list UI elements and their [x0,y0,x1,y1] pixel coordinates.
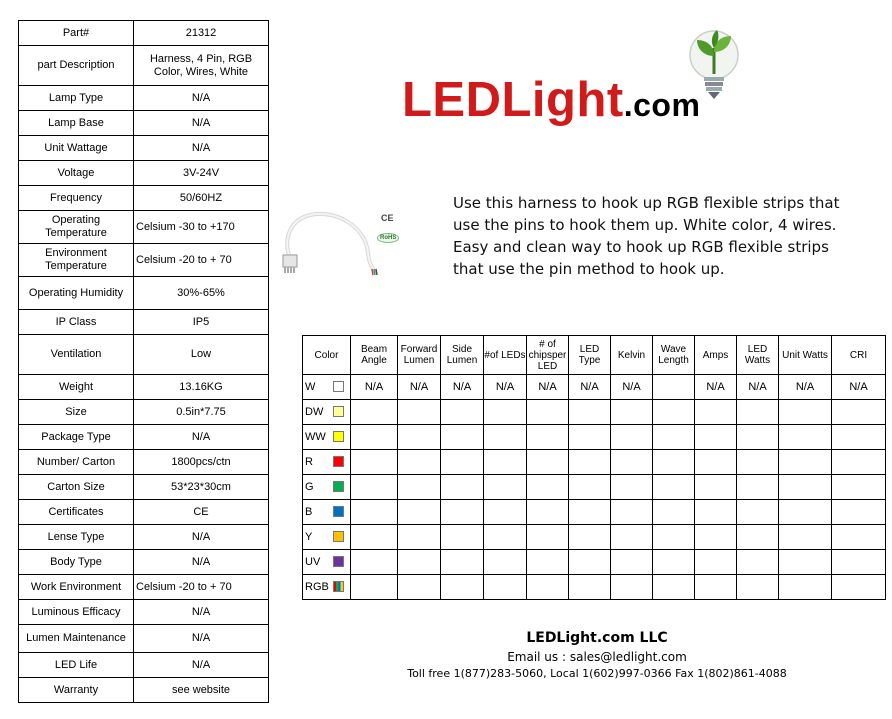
spec-label: IP Class [19,310,134,335]
grid-value-cell [695,450,737,475]
grid-value-cell [484,500,527,525]
grid-header-cell: Beam Angle [351,336,398,375]
spec-value: N/A [134,550,269,575]
ce-mark: CE [381,213,394,223]
grid-value-cell: N/A [832,375,886,400]
spec-row [19,211,269,244]
color-swatch [333,406,344,417]
spec-label: Voltage [19,161,134,186]
grid-value-cell: N/A [611,375,653,400]
spec-table [18,20,269,703]
grid-color-cell [303,550,351,575]
grid-row [303,550,886,575]
spec-value: 50/60HZ [134,186,269,211]
grid-value-cell [484,550,527,575]
grid-color-cell [303,375,351,400]
grid-value-cell [695,525,737,550]
grid-value-cell [569,425,611,450]
spec-label: Work Environment [19,575,134,600]
spec-row [19,625,269,653]
spec-row [19,400,269,425]
grid-header-cell: Unit Watts [779,336,832,375]
color-grid-header-row [303,336,886,375]
grid-value-cell [398,425,441,450]
grid-color-cell [303,575,351,600]
spec-row [19,375,269,400]
spec-value: 0.5in*7.75 [134,400,269,425]
grid-value-cell [351,425,398,450]
grid-value-cell [779,400,832,425]
spec-value: 53*23*30cm [134,475,269,500]
grid-row [303,400,886,425]
grid-value-cell [398,475,441,500]
grid-row [303,450,886,475]
grid-value-cell [527,500,569,525]
spec-row [19,244,269,277]
spec-row [19,500,269,525]
color-grid-body [303,375,886,600]
spec-value: N/A [134,136,269,161]
grid-value-cell [611,525,653,550]
grid-value-cell [398,550,441,575]
spec-value: 21312 [134,21,269,46]
grid-value-cell [832,400,886,425]
spec-row [19,161,269,186]
spec-row [19,600,269,625]
grid-value-cell [484,525,527,550]
spec-value: N/A [134,425,269,450]
color-swatch [333,481,344,492]
grid-header-cell: Color [303,336,351,375]
spec-label: LED Life [19,653,134,678]
grid-value-cell [832,575,886,600]
grid-value-cell: N/A [695,375,737,400]
grid-value-cell [737,550,779,575]
ledlight-logo [402,22,772,132]
grid-value-cell [484,425,527,450]
spec-label: Ventilation [19,335,134,375]
spec-value: 1800pcs/ctn [134,450,269,475]
grid-value-cell [737,525,779,550]
grid-value-cell [695,400,737,425]
spec-label: Lumen Maintenance [19,625,134,653]
spec-value: see website [134,678,269,703]
grid-value-cell [653,500,695,525]
spec-label: Carton Size [19,475,134,500]
grid-value-cell [779,550,832,575]
grid-header-cell: Side Lumen [441,336,484,375]
grid-value-cell [351,575,398,600]
grid-color-name: B [305,505,313,518]
grid-header-cell: # of chipsper LED [527,336,569,375]
grid-header-cell: Amps [695,336,737,375]
grid-value-cell [569,400,611,425]
spec-row [19,111,269,136]
rohs-badge: RoHS [377,233,399,243]
spec-row [19,86,269,111]
grid-color-cell [303,525,351,550]
spec-value: 30%-65% [134,277,269,310]
spec-row [19,186,269,211]
logo-dotcom-text: .com [623,87,701,123]
grid-value-cell [351,400,398,425]
color-grid-head [303,336,886,375]
grid-value-cell [351,450,398,475]
logo-wordmark [402,72,700,133]
grid-row [303,575,886,600]
grid-value-cell [351,500,398,525]
grid-value-cell [779,575,832,600]
grid-value-cell [441,425,484,450]
spec-value: Celsium -20 to + 70 [134,575,269,600]
grid-value-cell [695,475,737,500]
grid-color-name: DW [305,405,324,418]
grid-color-cell [303,500,351,525]
spec-label: Weight [19,375,134,400]
spec-value: N/A [134,625,269,653]
spec-row [19,450,269,475]
grid-row [303,500,886,525]
grid-value-cell [611,475,653,500]
spec-row [19,550,269,575]
grid-value-cell [441,450,484,475]
grid-row [303,475,886,500]
spec-row [19,575,269,600]
spec-value: N/A [134,86,269,111]
grid-value-cell [653,575,695,600]
grid-value-cell [527,525,569,550]
grid-value-cell [611,500,653,525]
grid-value-cell [611,450,653,475]
grid-value-cell [611,425,653,450]
grid-value-cell [695,575,737,600]
spec-table-body [19,21,269,703]
grid-value-cell [484,450,527,475]
grid-value-cell [653,375,695,400]
grid-value-cell: N/A [527,375,569,400]
spec-value: Low [134,335,269,375]
spec-row [19,310,269,335]
grid-value-cell: N/A [398,375,441,400]
grid-value-cell [832,475,886,500]
grid-value-cell: N/A [484,375,527,400]
grid-value-cell: N/A [441,375,484,400]
grid-color-name: UV [305,555,321,568]
grid-header-cell: Kelvin [611,336,653,375]
grid-color-name: R [305,455,313,468]
grid-value-cell: N/A [569,375,611,400]
grid-value-cell [569,450,611,475]
grid-value-cell [779,425,832,450]
spec-value: N/A [134,600,269,625]
spec-value: Celsium -30 to +170 [134,211,269,244]
spec-label: Luminous Efficacy [19,600,134,625]
grid-value-cell [695,425,737,450]
grid-value-cell [398,400,441,425]
spec-label: Package Type [19,425,134,450]
grid-value-cell [737,575,779,600]
grid-row [303,375,886,400]
color-swatch [333,556,344,567]
grid-value-cell [569,550,611,575]
spec-label: Environment Temperature [19,244,134,277]
grid-value-cell [779,525,832,550]
grid-value-cell [484,400,527,425]
grid-value-cell [737,500,779,525]
grid-color-name: Y [305,530,313,543]
grid-value-cell [398,500,441,525]
grid-color-name: G [305,480,314,493]
grid-value-cell [611,575,653,600]
grid-value-cell [398,575,441,600]
grid-value-cell [569,500,611,525]
grid-value-cell [398,525,441,550]
spec-value: 3V-24V [134,161,269,186]
grid-value-cell [527,400,569,425]
grid-header-cell: LED Type [569,336,611,375]
grid-value-cell [569,575,611,600]
grid-value-cell [653,550,695,575]
spec-row [19,475,269,500]
spec-label: Operating Humidity [19,277,134,310]
spec-label: Operating Temperature [19,211,134,244]
grid-value-cell [398,450,441,475]
grid-value-cell [527,550,569,575]
grid-color-cell [303,475,351,500]
color-swatch [333,531,344,542]
grid-value-cell [695,550,737,575]
spec-label: Lamp Type [19,86,134,111]
spec-row [19,425,269,450]
phone-line: Toll free 1(877)283-5060, Local 1(602)997-0366 Fax 1(802)861-4088 [407,667,787,680]
grid-value-cell [611,400,653,425]
spec-row [19,277,269,310]
grid-value-cell [737,475,779,500]
grid-value-cell [569,525,611,550]
grid-value-cell [527,475,569,500]
spec-label: Number/ Carton [19,450,134,475]
grid-color-name: W [305,380,316,393]
grid-value-cell [653,525,695,550]
color-swatch [333,581,344,592]
grid-value-cell [441,500,484,525]
grid-value-cell [527,450,569,475]
grid-color-cell [303,400,351,425]
grid-value-cell: N/A [737,375,779,400]
spec-row [19,46,269,86]
spec-row [19,335,269,375]
spec-label: Part# [19,21,134,46]
grid-value-cell [737,400,779,425]
grid-value-cell [832,525,886,550]
grid-header-cell: Wave Length [653,336,695,375]
spec-row [19,525,269,550]
spec-label: Size [19,400,134,425]
grid-row [303,525,886,550]
spec-label: Lense Type [19,525,134,550]
grid-value-cell [484,475,527,500]
spec-value: IP5 [134,310,269,335]
spec-row [19,136,269,161]
color-grid-table [302,335,886,600]
grid-header-cell: CRI [832,336,886,375]
grid-value-cell [653,425,695,450]
company-name: LEDLight.com LLC [526,630,668,646]
grid-value-cell [832,450,886,475]
grid-value-cell: N/A [351,375,398,400]
grid-value-cell [441,550,484,575]
grid-value-cell [737,425,779,450]
spec-row [19,678,269,703]
product-image [276,205,406,285]
spec-row [19,21,269,46]
grid-value-cell [527,425,569,450]
spec-value: N/A [134,111,269,136]
spec-value: 13.16KG [134,375,269,400]
grid-value-cell [832,500,886,525]
spec-value: Celsium -20 to + 70 [134,244,269,277]
spec-value: N/A [134,653,269,678]
grid-header-cell: #of LEDs [484,336,527,375]
grid-value-cell [779,450,832,475]
company-footer [400,628,794,682]
grid-value-cell [441,475,484,500]
grid-value-cell [611,550,653,575]
grid-color-name: WW [305,430,326,443]
spec-label: Unit Wattage [19,136,134,161]
grid-value-cell [351,525,398,550]
grid-header-cell: Forward Lumen [398,336,441,375]
grid-header-cell: LED Watts [737,336,779,375]
color-swatch [333,456,344,467]
grid-color-cell [303,450,351,475]
grid-color-name: RGB [305,580,329,593]
spec-label: Certificates [19,500,134,525]
grid-value-cell [569,475,611,500]
grid-value-cell [832,425,886,450]
grid-value-cell [653,450,695,475]
spec-value: Harness, 4 Pin, RGB Color, Wires, White [134,46,269,86]
grid-value-cell [351,475,398,500]
grid-value-cell [737,450,779,475]
logo-ledlight-text: LEDLight [402,73,624,127]
spec-value: CE [134,500,269,525]
grid-value-cell [653,400,695,425]
spec-label: Warranty [19,678,134,703]
spec-row [19,653,269,678]
grid-value-cell [832,550,886,575]
grid-color-cell [303,425,351,450]
grid-value-cell [779,500,832,525]
spec-label: Body Type [19,550,134,575]
grid-value-cell [441,575,484,600]
grid-value-cell [695,500,737,525]
grid-value-cell [484,575,527,600]
color-swatch [333,381,344,392]
email-line: Email us : sales@ledlight.com [507,650,687,664]
grid-value-cell [653,475,695,500]
spec-label: part Description [19,46,134,86]
grid-value-cell [527,575,569,600]
grid-value-cell: N/A [779,375,832,400]
grid-value-cell [441,525,484,550]
product-description: Use this harness to hook up RGB flexible strips that use the pins to hook them up. White color, 4 wires. Easy and clean way to hook up RGB flexible strips that use the pin method to hook up. [453,194,840,278]
spec-label: Lamp Base [19,111,134,136]
grid-value-cell [351,550,398,575]
grid-value-cell [441,400,484,425]
grid-value-cell [779,475,832,500]
color-swatch [333,431,344,442]
color-swatch [333,506,344,517]
grid-row [303,425,886,450]
spec-value: N/A [134,525,269,550]
spec-label: Frequency [19,186,134,211]
